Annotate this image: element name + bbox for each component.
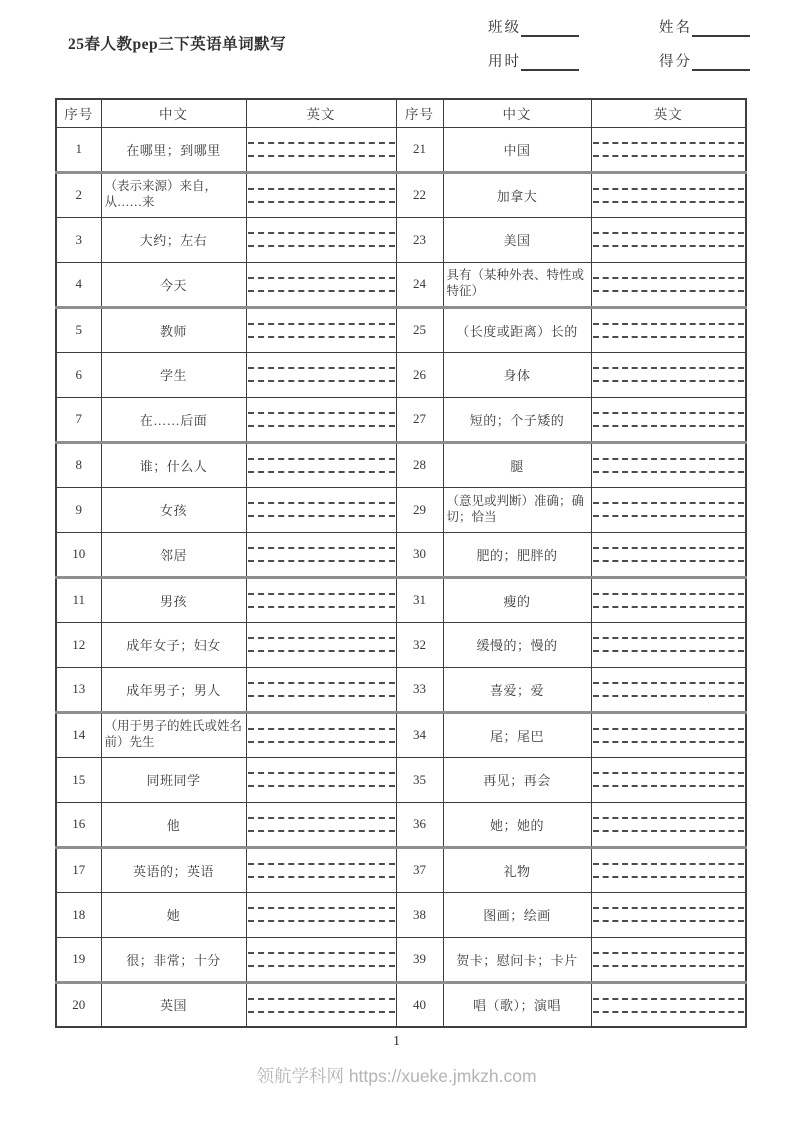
english-writing-cell <box>591 667 746 712</box>
header-chinese-left: 中文 <box>101 99 246 127</box>
english-writing-cell <box>246 712 396 757</box>
writing-line <box>248 142 395 144</box>
table-row <box>56 847 746 892</box>
chinese-cell: 成年女子；妇女 <box>101 622 246 667</box>
chinese-cell: （意见或判断）准确；确切；恰当 <box>443 487 591 532</box>
writing-line <box>593 637 745 639</box>
index-cell: 32 <box>396 622 443 667</box>
index-cell: 9 <box>56 487 101 532</box>
index-cell: 23 <box>396 217 443 262</box>
english-writing-cell <box>591 172 746 217</box>
chinese-cell: 大约；左右 <box>101 217 246 262</box>
english-writing-cell <box>246 577 396 622</box>
chinese-cell: 中国 <box>443 127 591 172</box>
chinese-cell: 肥的；肥胖的 <box>443 532 591 577</box>
table-row <box>56 532 746 577</box>
table-header <box>56 99 746 127</box>
writing-line <box>248 682 395 684</box>
writing-line <box>248 367 395 369</box>
writing-line <box>248 412 395 414</box>
writing-line <box>593 367 745 369</box>
writing-line <box>593 965 745 967</box>
writing-line <box>248 425 395 427</box>
writing-line <box>593 245 745 247</box>
english-writing-cell <box>591 712 746 757</box>
table-row <box>56 937 746 982</box>
index-cell: 13 <box>56 667 101 712</box>
english-writing-cell <box>246 442 396 487</box>
class-field <box>488 16 579 37</box>
english-writing-cell <box>246 172 396 217</box>
writing-line <box>593 998 745 1000</box>
table-row <box>56 397 746 442</box>
index-cell: 35 <box>396 757 443 802</box>
english-writing-cell <box>246 307 396 352</box>
table-row <box>56 982 746 1027</box>
writing-line <box>593 502 745 504</box>
writing-line <box>248 277 395 279</box>
chinese-cell: 学生 <box>101 352 246 397</box>
writing-line <box>593 920 745 922</box>
index-cell: 24 <box>396 262 443 307</box>
writing-line <box>593 188 745 190</box>
table-row <box>56 307 746 352</box>
chinese-cell: 男孩 <box>101 577 246 622</box>
writing-line <box>593 155 745 157</box>
chinese-cell: 瘦的 <box>443 577 591 622</box>
chinese-cell: 谁；什么人 <box>101 442 246 487</box>
index-cell: 25 <box>396 307 443 352</box>
writing-line <box>593 458 745 460</box>
chinese-cell: 他 <box>101 802 246 847</box>
chinese-cell: 加拿大 <box>443 172 591 217</box>
index-cell: 2 <box>56 172 101 217</box>
writing-line <box>593 650 745 652</box>
writing-line <box>593 425 745 427</box>
writing-line <box>593 277 745 279</box>
writing-line <box>248 637 395 639</box>
index-cell: 34 <box>396 712 443 757</box>
index-cell: 28 <box>396 442 443 487</box>
english-writing-cell <box>591 307 746 352</box>
fields-row-2 <box>488 50 750 71</box>
english-writing-cell <box>246 892 396 937</box>
english-writing-cell <box>591 847 746 892</box>
writing-line <box>248 741 395 743</box>
chinese-cell: 缓慢的；慢的 <box>443 622 591 667</box>
english-writing-cell <box>591 442 746 487</box>
name-label: 姓名 <box>659 20 692 36</box>
writing-line <box>248 817 395 819</box>
chinese-cell: 在哪里；到哪里 <box>101 127 246 172</box>
english-writing-cell <box>591 802 746 847</box>
index-cell: 40 <box>396 982 443 1027</box>
writing-line <box>593 876 745 878</box>
page-number: 1 <box>393 1034 400 1049</box>
index-cell: 5 <box>56 307 101 352</box>
writing-line <box>593 606 745 608</box>
english-writing-cell <box>246 847 396 892</box>
writing-line <box>248 1011 395 1013</box>
class-blank-line <box>521 20 579 37</box>
index-cell: 18 <box>56 892 101 937</box>
writing-line <box>248 772 395 774</box>
writing-line <box>248 155 395 157</box>
english-writing-cell <box>591 127 746 172</box>
time-field <box>488 50 579 71</box>
chinese-cell: 成年男子；男人 <box>101 667 246 712</box>
writing-line <box>248 863 395 865</box>
index-cell: 14 <box>56 712 101 757</box>
writing-line <box>593 772 745 774</box>
table-row <box>56 757 746 802</box>
english-writing-cell <box>591 262 746 307</box>
index-cell: 11 <box>56 577 101 622</box>
writing-line <box>593 560 745 562</box>
writing-line <box>593 830 745 832</box>
table-row <box>56 577 746 622</box>
english-writing-cell <box>246 802 396 847</box>
chinese-cell: 腿 <box>443 442 591 487</box>
writing-line <box>248 471 395 473</box>
table-row <box>56 892 746 937</box>
writing-line <box>593 380 745 382</box>
index-cell: 19 <box>56 937 101 982</box>
english-writing-cell <box>591 397 746 442</box>
fields-row-1 <box>488 16 750 37</box>
time-label: 用时 <box>488 54 521 70</box>
writing-line <box>593 515 745 517</box>
index-cell: 17 <box>56 847 101 892</box>
english-writing-cell <box>591 622 746 667</box>
document-title: 25春人教pep三下英语单词默写 <box>68 36 287 53</box>
index-cell: 7 <box>56 397 101 442</box>
header-index-right: 序号 <box>396 99 443 127</box>
chinese-cell: 邻居 <box>101 532 246 577</box>
english-writing-cell <box>591 487 746 532</box>
chinese-cell: 再见；再会 <box>443 757 591 802</box>
writing-line <box>593 682 745 684</box>
index-cell: 8 <box>56 442 101 487</box>
writing-line <box>593 547 745 549</box>
table-row <box>56 352 746 397</box>
english-writing-cell <box>246 937 396 982</box>
table-row <box>56 262 746 307</box>
writing-line <box>593 290 745 292</box>
site-footer-text: 领航学科网 https://xueke.jmkzh.com <box>256 1066 537 1086</box>
table-row <box>56 172 746 217</box>
english-writing-cell <box>246 487 396 532</box>
table-row <box>56 802 746 847</box>
writing-line <box>593 695 745 697</box>
chinese-cell: 英国 <box>101 982 246 1027</box>
english-writing-cell <box>246 217 396 262</box>
index-cell: 12 <box>56 622 101 667</box>
writing-line <box>248 515 395 517</box>
english-writing-cell <box>246 262 396 307</box>
writing-line <box>248 547 395 549</box>
chinese-cell: 唱（歌）；演唱 <box>443 982 591 1027</box>
writing-line <box>593 728 745 730</box>
chinese-cell: 教师 <box>101 307 246 352</box>
writing-line <box>593 785 745 787</box>
index-cell: 27 <box>396 397 443 442</box>
writing-line <box>248 876 395 878</box>
writing-line <box>593 952 745 954</box>
chinese-cell: 她 <box>101 892 246 937</box>
score-label: 得分 <box>659 54 692 70</box>
english-writing-cell <box>591 532 746 577</box>
index-cell: 6 <box>56 352 101 397</box>
chinese-cell: 很；非常；十分 <box>101 937 246 982</box>
index-cell: 1 <box>56 127 101 172</box>
writing-line <box>248 650 395 652</box>
writing-line <box>593 817 745 819</box>
word-table-body <box>56 127 746 1027</box>
writing-line <box>248 920 395 922</box>
table-row <box>56 442 746 487</box>
time-blank-line <box>521 54 579 71</box>
writing-line <box>593 1011 745 1013</box>
english-writing-cell <box>246 622 396 667</box>
chinese-cell: 身体 <box>443 352 591 397</box>
english-writing-cell <box>591 217 746 262</box>
table-row <box>56 217 746 262</box>
writing-line <box>248 830 395 832</box>
writing-line <box>248 785 395 787</box>
writing-line <box>248 606 395 608</box>
english-writing-cell <box>246 532 396 577</box>
index-cell: 29 <box>396 487 443 532</box>
chinese-cell: 英语的；英语 <box>101 847 246 892</box>
writing-line <box>593 336 745 338</box>
chinese-cell: （长度或距离）长的 <box>443 307 591 352</box>
english-writing-cell <box>591 982 746 1027</box>
chinese-cell: 礼物 <box>443 847 591 892</box>
english-writing-cell <box>591 352 746 397</box>
chinese-cell: 贺卡；慰问卡；卡片 <box>443 937 591 982</box>
score-field <box>659 50 750 71</box>
writing-line <box>593 593 745 595</box>
english-writing-cell <box>591 892 746 937</box>
header-english-left: 英文 <box>246 99 396 127</box>
writing-line <box>593 907 745 909</box>
index-cell: 33 <box>396 667 443 712</box>
writing-line <box>593 471 745 473</box>
name-field <box>659 16 750 37</box>
chinese-cell: 今天 <box>101 262 246 307</box>
score-blank-line <box>692 54 750 71</box>
index-cell: 36 <box>396 802 443 847</box>
chinese-cell: 她；她的 <box>443 802 591 847</box>
chinese-cell: 短的；个子矮的 <box>443 397 591 442</box>
writing-line <box>248 502 395 504</box>
writing-line <box>248 965 395 967</box>
index-cell: 4 <box>56 262 101 307</box>
chinese-cell: 喜爱；爱 <box>443 667 591 712</box>
writing-line <box>248 201 395 203</box>
chinese-cell: 尾；尾巴 <box>443 712 591 757</box>
index-cell: 16 <box>56 802 101 847</box>
header-index-left: 序号 <box>56 99 101 127</box>
writing-line <box>593 142 745 144</box>
writing-line <box>593 863 745 865</box>
class-label: 班级 <box>488 20 521 36</box>
index-cell: 10 <box>56 532 101 577</box>
chinese-cell: （用于男子的姓氏或姓名前）先生 <box>101 712 246 757</box>
writing-line <box>593 741 745 743</box>
student-info-fields <box>488 16 750 71</box>
index-cell: 37 <box>396 847 443 892</box>
index-cell: 38 <box>396 892 443 937</box>
header-row <box>56 99 746 127</box>
english-writing-cell <box>246 397 396 442</box>
index-cell: 15 <box>56 757 101 802</box>
table-row <box>56 127 746 172</box>
writing-line <box>248 232 395 234</box>
chinese-cell: 女孩 <box>101 487 246 532</box>
index-cell: 20 <box>56 982 101 1027</box>
chinese-cell: （表示来源）来自，从……来 <box>101 172 246 217</box>
writing-line <box>248 380 395 382</box>
chinese-cell: 在……后面 <box>101 397 246 442</box>
english-writing-cell <box>591 577 746 622</box>
name-blank-line <box>692 20 750 37</box>
writing-line <box>593 412 745 414</box>
english-writing-cell <box>591 937 746 982</box>
english-writing-cell <box>591 757 746 802</box>
english-writing-cell <box>246 667 396 712</box>
writing-line <box>593 232 745 234</box>
writing-line <box>248 458 395 460</box>
english-writing-cell <box>246 982 396 1027</box>
writing-line <box>593 201 745 203</box>
chinese-cell: 图画；绘画 <box>443 892 591 937</box>
index-cell: 21 <box>396 127 443 172</box>
table-row <box>56 487 746 532</box>
writing-line <box>248 952 395 954</box>
writing-line <box>248 290 395 292</box>
writing-line <box>248 336 395 338</box>
header-english-right: 英文 <box>591 99 746 127</box>
english-writing-cell <box>246 757 396 802</box>
table-row <box>56 622 746 667</box>
chinese-cell: 同班同学 <box>101 757 246 802</box>
index-cell: 30 <box>396 532 443 577</box>
index-cell: 3 <box>56 217 101 262</box>
writing-line <box>248 728 395 730</box>
writing-line <box>248 998 395 1000</box>
writing-line <box>248 245 395 247</box>
header-chinese-right: 中文 <box>443 99 591 127</box>
index-cell: 26 <box>396 352 443 397</box>
table-row <box>56 712 746 757</box>
writing-line <box>248 188 395 190</box>
english-writing-cell <box>246 352 396 397</box>
writing-line <box>593 323 745 325</box>
index-cell: 39 <box>396 937 443 982</box>
writing-line <box>248 907 395 909</box>
index-cell: 31 <box>396 577 443 622</box>
word-dictation-table <box>55 98 747 1028</box>
chinese-cell: 美国 <box>443 217 591 262</box>
writing-line <box>248 560 395 562</box>
index-cell: 22 <box>396 172 443 217</box>
english-writing-cell <box>246 127 396 172</box>
writing-line <box>248 323 395 325</box>
writing-line <box>248 593 395 595</box>
table-row <box>56 667 746 712</box>
writing-line <box>248 695 395 697</box>
chinese-cell: 具有（某种外表、特性或特征） <box>443 262 591 307</box>
